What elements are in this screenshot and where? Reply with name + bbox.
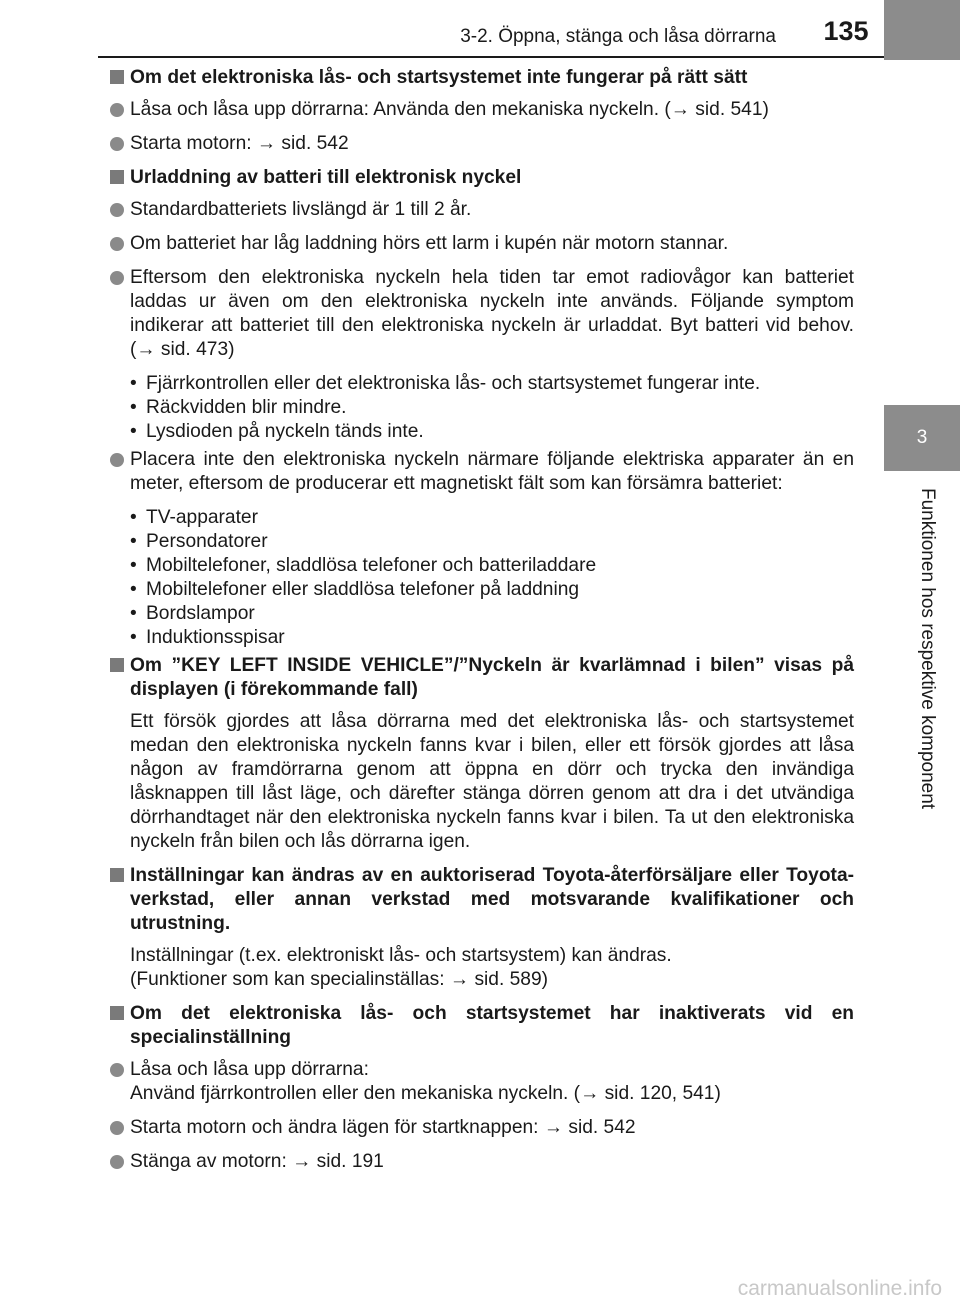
chapter-side-tab: [884, 0, 960, 1307]
bullet-glyph: •: [130, 373, 137, 394]
section-battery-discharge: [110, 166, 854, 190]
sub-bullet-item: [110, 396, 854, 420]
bullet-glyph: •: [130, 507, 137, 528]
bullet-glyph: •: [130, 627, 137, 648]
item-text: Standardbatteriets livslängd är 1 till 2 år.: [130, 199, 472, 220]
sub-bullet-item: [110, 530, 854, 554]
sub-bullet-item: [110, 372, 854, 396]
section-paragraph: Ett försök gjordes att låsa dörrarna med det elektroniska lås- och startsystemet medan den elektroniska nyckeln fanns kvar i bilen, eller ett försök gjordes att låsa någon av framdörrarna genom att öppna en dörr och trycka den invändiga låsknappen till låst läge, och därefter stänga dörren genom att dra i det utvändiga dörrhandtaget när den elektroniska nyckeln fanns kvar i bilen. Ta ut den elektroniska nyckeln från bilen och lås dörrarna igen.: [130, 711, 854, 852]
list-item: [110, 1058, 854, 1106]
square-bullet-icon: [110, 70, 124, 84]
item-text: Starta motorn och ändra lägen för startknappen: → sid. 542: [130, 1117, 636, 1138]
bullet-glyph: •: [130, 555, 137, 576]
square-bullet-icon: [110, 1006, 124, 1020]
sub-bullet-item: [110, 578, 854, 602]
section-heading: Om det elektroniska lås- och startsystemet inte fungerar på rätt sätt: [130, 67, 748, 88]
bullet-glyph: •: [130, 397, 137, 418]
circle-bullet-icon: [110, 103, 124, 117]
sub-bullet-text: Persondatorer: [146, 531, 268, 552]
section-heading: Inställningar kan ändras av en auktoriserad Toyota-återförsäljare eller Toyota-verkstad, eller annan verkstad med motsvarande kvalifikationer och utrustning.: [130, 865, 854, 934]
list-item: [110, 132, 854, 156]
side-tab-top-block: [884, 0, 960, 60]
list-item: [110, 1116, 854, 1140]
sub-bullet-text: Lysdioden på nyckeln tänds inte.: [146, 421, 424, 442]
item-text: Låsa och låsa upp dörrarna:: [130, 1059, 369, 1080]
sub-bullet-item: [110, 506, 854, 530]
page-content: [110, 66, 854, 1174]
circle-bullet-icon: [110, 137, 124, 151]
sub-bullet-item: [110, 420, 854, 444]
list-item: [110, 266, 854, 362]
circle-bullet-icon: [110, 1063, 124, 1077]
watermark: carmanualsonline.info: [737, 1277, 942, 1300]
square-bullet-icon: [110, 170, 124, 184]
item-text: Placera inte den elektroniska nyckeln närmare följande elektriska apparater än en meter, eftersom de producerar ett magnetiskt fält som kan försämra batteriet:: [130, 449, 854, 494]
list-item: [110, 98, 854, 122]
sub-bullet-text: Räckvidden blir mindre.: [146, 397, 347, 418]
page-header: [0, 0, 884, 60]
square-bullet-icon: [110, 868, 124, 882]
sub-bullet-text: Mobiltelefoner eller sladdlösa telefoner på laddning: [146, 579, 580, 600]
sub-bullet-item: [110, 602, 854, 626]
sub-bullet-item: [110, 554, 854, 578]
item-text: Eftersom den elektroniska nyckeln hela tiden tar emot radiovågor kan batteriet laddas ur även om den elektroniska nyckeln inte används. Följande symptom indikerar att batteriet till den elektroniska nyckeln är urladdat. Byt batteri vid behov. (→ sid. 473): [130, 267, 854, 360]
section-heading: Urladdning av batteri till elektronisk nyckel: [130, 167, 522, 188]
chapter-section-title: 3-2. Öppna, stänga och låsa dörrarna: [460, 26, 776, 47]
section-dealer-settings: [110, 864, 854, 936]
sub-bullet-text: Bordslampor: [146, 603, 255, 624]
bullet-glyph: •: [130, 603, 137, 624]
sub-bullet-text: Fjärrkontrollen eller det elektroniska lås- och startsystemet fungerar inte.: [146, 373, 761, 394]
item-text: Använd fjärrkontrollen eller den mekaniska nyckeln. (→ sid. 120, 541): [130, 1083, 721, 1104]
list-item: [110, 232, 854, 256]
item-text: Låsa och låsa upp dörrarna: Använda den mekaniska nyckeln. (→ sid. 541): [130, 99, 769, 120]
circle-bullet-icon: [110, 453, 124, 467]
circle-bullet-icon: [110, 1155, 124, 1169]
item-text: Starta motorn: → sid. 542: [130, 133, 349, 154]
circle-bullet-icon: [110, 203, 124, 217]
section-paragraph: Inställningar (t.ex. elektroniskt lås- och startsystem) kan ändras.: [130, 945, 672, 966]
item-text: Stänga av motorn: → sid. 191: [130, 1151, 384, 1172]
side-tab-chapter-label: Funktionen hos respektive komponent: [917, 488, 938, 810]
header-rule: [98, 56, 884, 58]
section-heading: Om ”KEY LEFT INSIDE VEHICLE”/”Nyckeln är kvarlämnad i bilen” visas på displayen (i förekommande fall): [130, 655, 854, 700]
bullet-glyph: •: [130, 421, 137, 442]
side-tab-chapter-number: 3: [916, 427, 928, 448]
section-system-deactivated: [110, 1002, 854, 1050]
section-malfunction: [110, 66, 854, 90]
section-heading: Om det elektroniska lås- och startsystemet har inaktiverats vid en specialinställning: [130, 1003, 854, 1048]
side-tab-gap: [884, 60, 960, 405]
sub-bullet-text: TV-apparater: [146, 507, 258, 528]
list-item: [110, 1150, 854, 1174]
sub-bullet-text: Induktionsspisar: [146, 627, 285, 648]
bullet-glyph: •: [130, 579, 137, 600]
section-key-left-inside: [110, 654, 854, 702]
bullet-glyph: •: [130, 531, 137, 552]
list-item: [110, 448, 854, 496]
circle-bullet-icon: [110, 237, 124, 251]
circle-bullet-icon: [110, 1121, 124, 1135]
section-paragraph: (Funktioner som kan specialinställas: → sid. 589): [130, 969, 549, 990]
page-number: 135: [823, 16, 869, 46]
sub-bullet-text: Mobiltelefoner, sladdlösa telefoner och batteriladdare: [146, 555, 597, 576]
item-text: Om batteriet har låg laddning hörs ett larm i kupén när motorn stannar.: [130, 233, 729, 254]
list-item: [110, 198, 854, 222]
circle-bullet-icon: [110, 271, 124, 285]
sub-bullet-item: [110, 626, 854, 650]
square-bullet-icon: [110, 658, 124, 672]
